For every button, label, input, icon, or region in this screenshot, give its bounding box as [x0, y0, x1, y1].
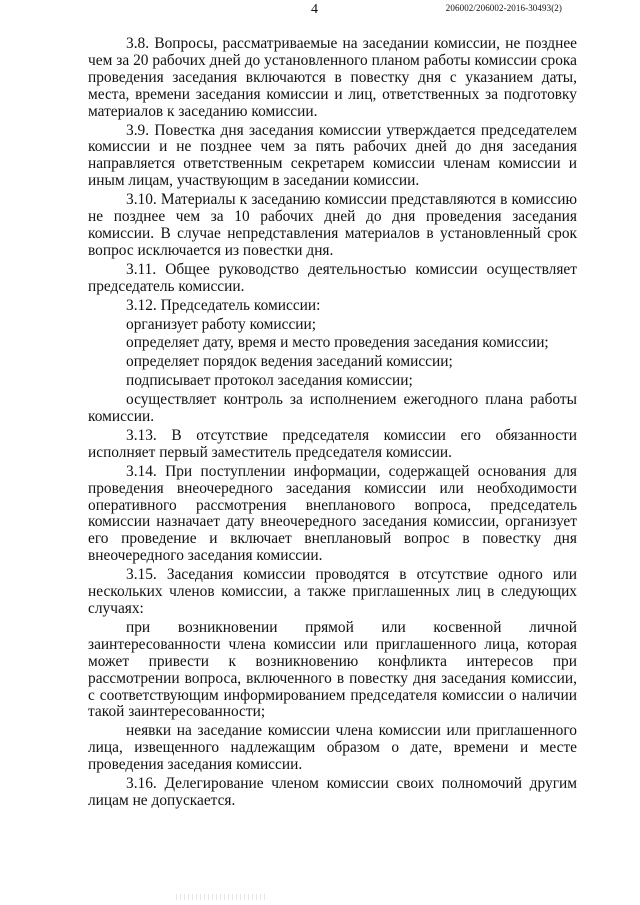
paragraph-3-8: 3.8. Вопросы, рассматриваемые на заседании комиссии, не позднее чем за 20 рабочих дней до установленного планом работы комиссии срока проведения заседания включаются в повестку дня с указанием даты, места, времени заседания комиссии и лиц, ответственных за подготовку материалов к заседанию комиссии. [88, 35, 577, 120]
paragraph-3-13: 3.13. В отсутствие председателя комиссии его обязанности исполняет первый заместитель председателя комиссии. [88, 426, 577, 461]
paragraph-3-11: 3.11. Общее руководство деятельностью комиссии осуществляет председатель комиссии. [88, 260, 577, 295]
paragraph-3-14: 3.14. При поступлении информации, содержащей основания для проведения внеочередного заседания комиссии или необходимости оперативного рассмотрения внепланового вопроса, председатель комиссии назначает дату внеочередного заседания комиссии, организует его проведение и включает внеплановый вопрос в повестку дня внеочередного заседания комиссии. [88, 462, 577, 565]
list-item: при возникновении прямой или косвенной личной заинтересованности члена комиссии или приглашенного лица, которая может привести к возникновению конфликта интересов при рассмотрении вопроса, включенного в повестку дня заседания комиссии, с соответствующим информированием председателя комиссии о наличии такой заинтересованности; [88, 618, 577, 721]
list-item: подписывает протокол заседания комиссии; [126, 372, 413, 390]
paragraph-3-9: 3.9. Повестка дня заседания комиссии утверждается председателем комиссии и не позднее чем за пять рабочих дней до дня заседания направляется ответственным секретарем комиссии членам комиссии и иным лицам, участвующим в заседании комиссии. [88, 121, 577, 190]
list-item: определяет порядок ведения заседаний комиссии; [126, 353, 453, 371]
document-code: 206002/206002-2016-30493(2) [445, 3, 562, 13]
paragraph-3-10: 3.10. Материалы к заседанию комиссии представляются в комиссию не позднее чем за 10 рабочих дней до дня проведения заседания комиссии. В случае непредставления материалов в установленный срок вопрос исключается из повестки дня. [88, 191, 577, 259]
list-item: осуществляет контроль за исполнением ежегодного плана работы комиссии. [88, 391, 577, 426]
list-item: определяет дату, время и место проведения заседания комиссии; [126, 334, 549, 352]
page-number: 4 [311, 2, 318, 17]
list-item: организует работу комиссии; [126, 315, 317, 333]
paragraph-3-16: 3.16. Делегирование членом комиссии своих полномочий другим лицам не допускается. [88, 775, 577, 809]
list-item: неявки на заседание комиссии члена комиссии или приглашенного лица, извещенного надлежащим образом о дате, времени и месте проведения заседания комиссии. [88, 722, 577, 774]
paragraph-3-12: 3.12. Председатель комиссии: [126, 296, 321, 314]
document-body [88, 36, 577, 810]
scan-artifact [176, 894, 266, 900]
paragraph-3-15: 3.15. Заседания комиссии проводятся в отсутствие одного или нескольких членов комиссии, а также приглашенных лиц в следующих случаях: [88, 566, 577, 617]
